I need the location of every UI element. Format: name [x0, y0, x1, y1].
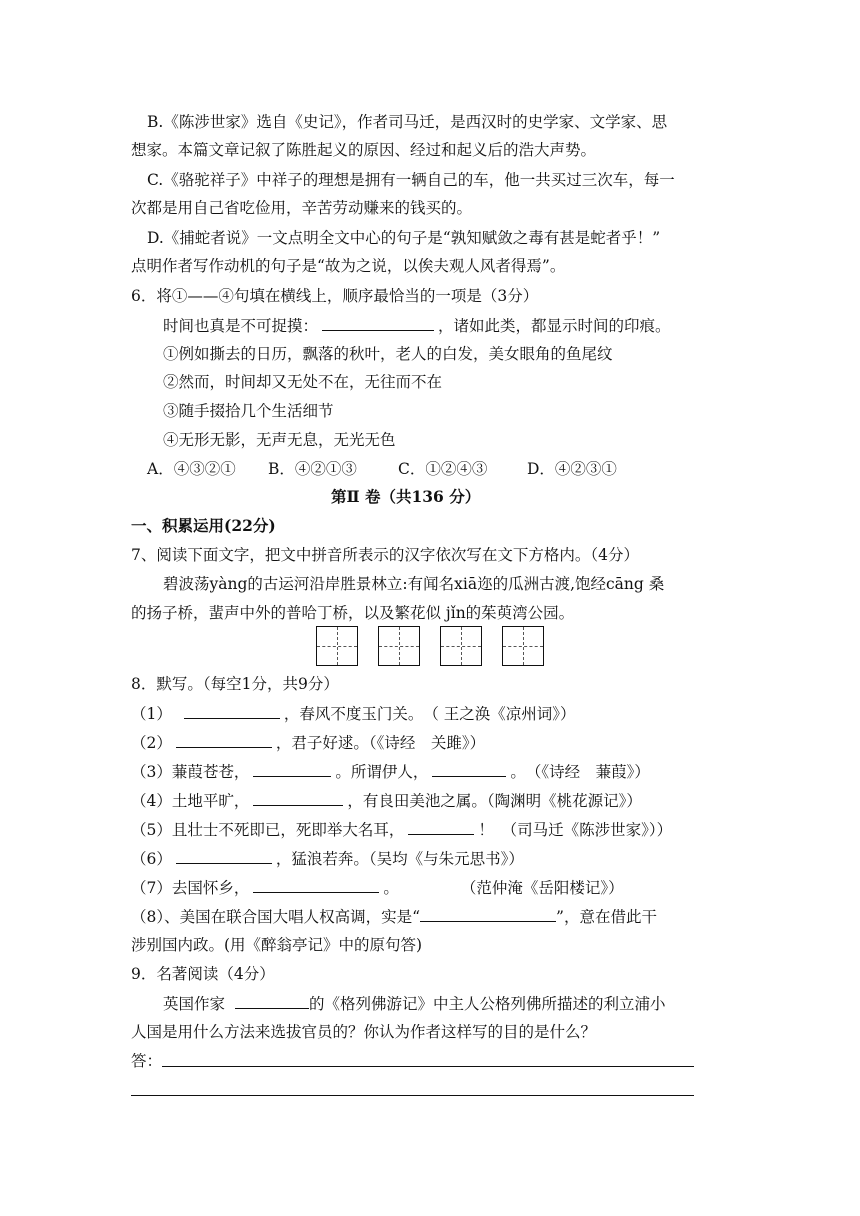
q8-l8-a: （8）、美国在联合国大唱人权高调，实是“ — [131, 908, 421, 926]
option-d-line1: D.《捕蛇者说》一文点明全文中心的句子是“孰知赋敛之毒有甚是蛇者乎！” — [147, 229, 661, 247]
q8-stem: 8．默写。（每空1分，共9分） — [131, 675, 339, 693]
q8-line-2 — [131, 732, 485, 753]
q9-answer-line-2[interactable] — [131, 1095, 694, 1096]
q6-sentence — [163, 315, 671, 336]
q8-l2-num: （2） — [131, 734, 172, 752]
q8-line-6 — [131, 848, 524, 869]
option-b-line1: B.《陈涉世家》选自《史记》，作者司马迁，是西汉时的史学家、文学家、思 — [147, 113, 668, 131]
q8-l7-b: 。 — [383, 879, 399, 897]
q6-sentence-a: 时间也真是不可捉摸： — [163, 317, 319, 335]
q9-author-blank[interactable] — [235, 993, 309, 1009]
option-b-line2: 想家。本篇文章记叙了陈胜起义的原因、经过和起义后的浩大声势。 — [131, 141, 597, 159]
q8-l4-b: ，有良田美池之属。（陶渊明《桃花源记》） — [347, 792, 642, 810]
q8-l2-text: ，君子好逑。（《诗经 关雎》） — [275, 734, 486, 752]
q8-line-8 — [131, 906, 657, 927]
q9-line-1 — [163, 993, 666, 1014]
q8-line-1 — [131, 703, 576, 724]
q7-answer-box-1[interactable] — [316, 626, 358, 666]
q8-line-8b: 涉别国内政。(用《醉翁亭记》中的原句答) — [131, 936, 423, 954]
q7-answer-box-3[interactable] — [440, 626, 482, 666]
q7-answer-grid — [316, 626, 546, 666]
q7-answer-box-4[interactable] — [502, 626, 544, 666]
section2-title: 第Ⅱ 卷（共136 分） — [331, 487, 481, 506]
q8-blank-6[interactable] — [408, 819, 474, 835]
q7-line1: 碧波荡yàng的古运河沿岸胜景林立:有闻名xiā迩的瓜洲古渡,饱经cāng 桑 — [163, 575, 665, 593]
q6-stem: 6．将①——④句填在横线上，顺序最恰当的一项是（3分） — [131, 287, 539, 305]
q9-stem: 9．名著阅读（4分） — [131, 965, 275, 983]
q6-item-4: ④无形无影，无声无息，无光无色 — [163, 431, 396, 449]
q9-line1-a: 英国作家 — [163, 995, 226, 1013]
q9-line1-b: 的《格列佛游记》中主人公格列佛所描述的利立浦小 — [309, 995, 666, 1013]
q6-item-3: ③随手掇拾几个生活细节 — [163, 402, 334, 420]
q6-sentence-b: ，诸如此类，都显示时间的印痕。 — [438, 317, 671, 335]
q8-l6-a: （6） — [131, 850, 172, 868]
q6-item-1: ①例如撕去的日历，飘落的秋叶，老人的白发，美女眼角的鱼尾纹 — [163, 345, 613, 363]
q6-blank[interactable] — [322, 315, 434, 331]
part1-title: 一、积累运用(22分) — [131, 516, 276, 535]
q7-answer-box-2[interactable] — [378, 626, 420, 666]
q6-choice-a[interactable]: A．④③②① — [147, 460, 236, 478]
q8-l1-text: ，春风不度玉门关。 （ 王之涣《凉州词》） — [283, 705, 576, 723]
q9-line-2: 人国是用什么方法来选拔官员的？你认为作者这样写的目的是什么？ — [131, 1023, 597, 1041]
q8-blank-2[interactable] — [176, 732, 272, 748]
q8-l7-c: （范仲淹《岳阳楼记》） — [460, 879, 624, 897]
q8-l6-b: ，猛浪若奔。（吴均《与朱元思书》） — [275, 850, 524, 868]
q8-l5-a: （5）且壮士不死即已，死即举大名耳， — [131, 821, 405, 839]
q8-line-4 — [131, 790, 642, 811]
q8-l3-c: 。 （《诗经 蒹葭》） — [510, 763, 650, 781]
q8-blank-3[interactable] — [253, 761, 331, 777]
q8-blank-7[interactable] — [176, 848, 272, 864]
option-c-line2: 次都是用自己省吃俭用，辛苦劳动赚来的钱买的。 — [131, 199, 473, 217]
q8-l8-b: ”，意在借此干 — [556, 908, 657, 926]
q9-answer-line-1[interactable] — [162, 1066, 694, 1067]
q8-line-7 — [131, 877, 624, 898]
q8-l1-num: （1） — [131, 705, 172, 723]
q7-line2: 的扬子桥，蜚声中外的普哈丁桥，以及繁花似 jǐn的茱萸湾公园。 — [131, 604, 575, 622]
q9-answer-label: 答： — [131, 1052, 163, 1070]
q8-blank-1[interactable] — [184, 703, 280, 719]
q8-l7-a: （7）去国怀乡， — [131, 879, 250, 897]
option-c-line1: C.《骆驼祥子》中祥子的理想是拥有一辆自己的车，他一共买过三次车，每一 — [147, 171, 675, 189]
q6-choice-b[interactable]: B．④②①③ — [268, 460, 357, 478]
q8-l3-b: 。所谓伊人， — [335, 763, 429, 781]
q8-l5-b: ！ （司马迁《陈涉世家》）） — [478, 821, 673, 839]
q8-blank-8[interactable] — [253, 877, 379, 893]
q8-l3-a: （3）蒹葭苍苍， — [131, 763, 250, 781]
q6-choice-d[interactable]: D．④②③① — [527, 460, 617, 478]
q6-choice-c[interactable]: C．①②④③ — [398, 460, 488, 478]
q8-l4-a: （4）土地平旷， — [131, 792, 250, 810]
q8-line-3 — [131, 761, 650, 782]
q8-blank-9[interactable] — [420, 906, 556, 922]
q8-blank-5[interactable] — [253, 790, 343, 806]
q8-blank-4[interactable] — [432, 761, 506, 777]
q7-stem: 7、阅读下面文字，把文中拼音所表示的汉字依次写在文下方格内。（4分） — [131, 546, 639, 564]
q8-line-5 — [131, 819, 672, 840]
option-d-line2: 点明作者写作动机的句子是“故为之说，以俟夫观人风者得焉”。 — [131, 257, 566, 275]
q6-item-2: ②然而，时间却又无处不在，无往而不在 — [163, 373, 443, 391]
